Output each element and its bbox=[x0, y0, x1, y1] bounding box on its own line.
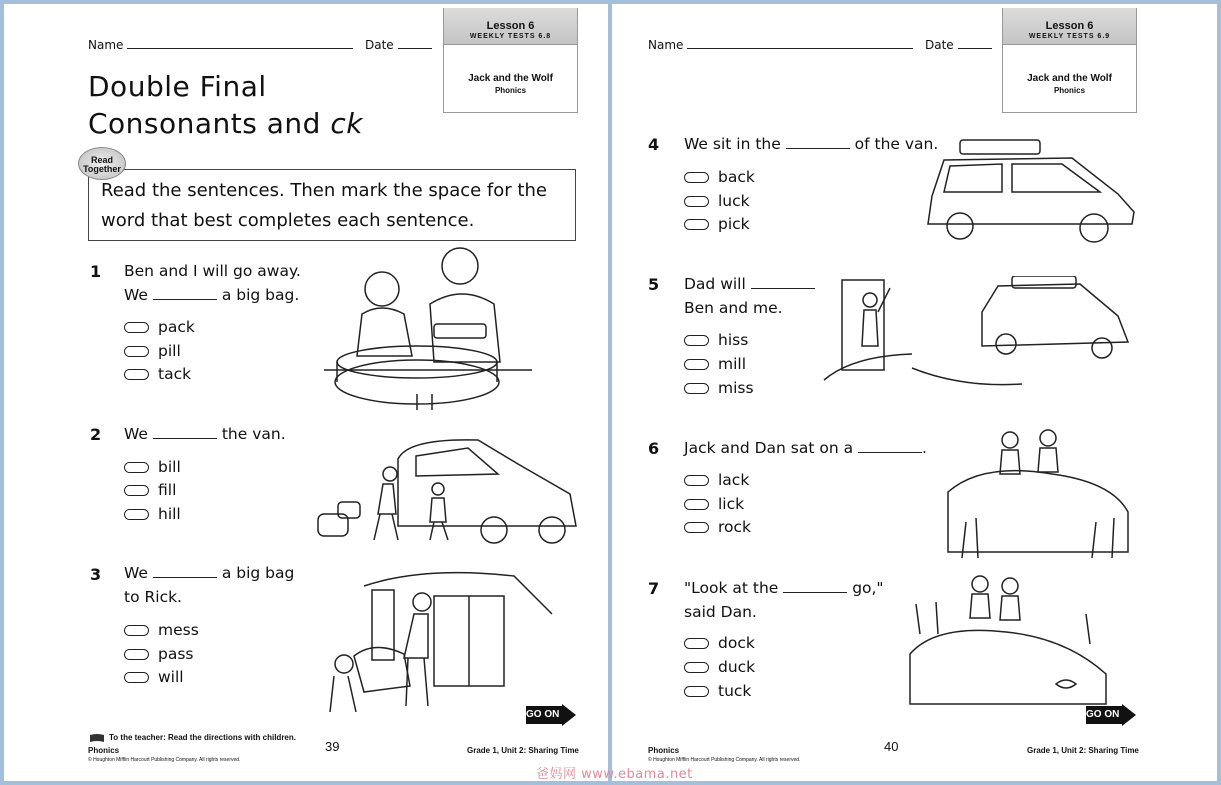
date-blank bbox=[398, 36, 432, 49]
lesson-box bbox=[443, 8, 578, 113]
copyright: © Houghton Mifflin Harcourt Publishing Company. All rights reserved. bbox=[648, 757, 801, 763]
option-label: pill bbox=[158, 342, 181, 360]
question-line: a big bag bbox=[221, 564, 295, 582]
question-line: go," bbox=[852, 579, 884, 597]
van-with-luggage-illustration bbox=[922, 136, 1137, 244]
answer-blank bbox=[153, 287, 217, 300]
name-field bbox=[648, 36, 913, 52]
name-label: Name bbox=[88, 38, 124, 52]
footer-subject: Phonics bbox=[88, 746, 120, 755]
option-label: dock bbox=[718, 634, 755, 652]
option-label: duck bbox=[718, 658, 756, 676]
title-line1: Double Final bbox=[88, 70, 267, 103]
passing-bag-illustration bbox=[324, 566, 554, 716]
question-text bbox=[124, 422, 286, 446]
question-number: 7 bbox=[648, 579, 660, 598]
answer-blank bbox=[153, 565, 217, 578]
question-number: 4 bbox=[648, 135, 660, 154]
question-line: to Rick. bbox=[124, 588, 182, 606]
answer-bubble[interactable] bbox=[124, 485, 149, 496]
answer-bubble[interactable] bbox=[684, 383, 709, 394]
option-luck[interactable] bbox=[684, 191, 750, 211]
duck-pond-illustration bbox=[906, 574, 1112, 709]
answer-bubble[interactable] bbox=[684, 172, 709, 183]
title-line2: Consonants and bbox=[88, 107, 331, 140]
answer-bubble[interactable] bbox=[124, 346, 149, 357]
footer-unit: Grade 1, Unit 2: Sharing Time bbox=[1027, 746, 1139, 755]
question-line: a big bag. bbox=[221, 286, 300, 304]
footer-unit: Grade 1, Unit 2: Sharing Time bbox=[467, 746, 579, 755]
teacher-note: To the teacher: Read the directions with children. bbox=[109, 733, 296, 742]
answer-bubble[interactable] bbox=[684, 662, 709, 673]
option-back[interactable] bbox=[684, 167, 755, 187]
instructions-text: Read the sentences. Then mark the space for the word that best completes each sentence. bbox=[101, 180, 547, 231]
van-loading-illustration bbox=[308, 434, 580, 552]
name-label: Name bbox=[648, 38, 684, 52]
option-label: fill bbox=[158, 481, 177, 499]
option-label: hiss bbox=[718, 331, 749, 349]
question-line: We bbox=[124, 425, 148, 443]
answer-bubble[interactable] bbox=[684, 335, 709, 346]
option-label: mill bbox=[718, 355, 747, 373]
option-label: lick bbox=[718, 495, 745, 513]
skill-label: Phonics bbox=[1053, 86, 1086, 95]
page-title bbox=[88, 68, 363, 142]
story-title: Jack and the Wolf bbox=[468, 73, 553, 84]
option-label: luck bbox=[718, 192, 750, 210]
option-tuck[interactable] bbox=[684, 681, 751, 701]
option-label: pick bbox=[718, 215, 750, 233]
lesson-box bbox=[1002, 8, 1137, 113]
date-label: Date bbox=[925, 38, 954, 52]
question-line: Ben and me. bbox=[684, 299, 783, 317]
dad-waving-illustration bbox=[822, 276, 1138, 388]
question-text bbox=[684, 576, 884, 624]
title-italic: ck bbox=[330, 107, 363, 140]
badge-line1: Read bbox=[90, 155, 113, 165]
question-line: We sit in the bbox=[684, 135, 781, 153]
question-number: 5 bbox=[648, 275, 660, 294]
option-label: pack bbox=[158, 318, 195, 336]
answer-bubble[interactable] bbox=[124, 322, 149, 333]
question-line: "Look at the bbox=[684, 579, 779, 597]
page-number: 40 bbox=[884, 739, 899, 754]
date-field bbox=[365, 36, 432, 52]
option-label: mess bbox=[158, 621, 199, 639]
option-pick[interactable] bbox=[684, 214, 750, 234]
name-field bbox=[88, 36, 353, 52]
option-label: tack bbox=[158, 365, 192, 383]
answer-bubble[interactable] bbox=[124, 649, 149, 660]
question-line: said Dan. bbox=[684, 603, 757, 621]
worksheet-page-40 bbox=[612, 4, 1217, 781]
question-line: the van. bbox=[221, 425, 286, 443]
option-rock[interactable] bbox=[684, 517, 751, 537]
option-will[interactable] bbox=[124, 667, 184, 687]
option-dock[interactable] bbox=[684, 633, 755, 653]
question-text bbox=[684, 132, 938, 156]
lesson-header bbox=[444, 8, 577, 45]
question-number: 3 bbox=[90, 565, 102, 584]
answer-blank bbox=[783, 580, 847, 593]
question-line: . bbox=[922, 439, 927, 457]
option-miss[interactable] bbox=[684, 378, 754, 398]
answer-bubble[interactable] bbox=[684, 522, 709, 533]
option-duck[interactable] bbox=[684, 657, 755, 677]
option-hiss[interactable] bbox=[684, 330, 748, 350]
answer-bubble[interactable] bbox=[684, 219, 709, 230]
answer-bubble[interactable] bbox=[124, 369, 149, 380]
date-label: Date bbox=[365, 38, 394, 52]
copyright: © Houghton Mifflin Harcourt Publishing Company. All rights reserved. bbox=[88, 757, 241, 763]
question-line: We bbox=[124, 564, 148, 582]
question-text bbox=[684, 272, 815, 320]
page-number: 39 bbox=[325, 739, 340, 754]
watermark: 爸妈网 www.ebama.net bbox=[536, 767, 693, 782]
go-on-label: GO ON bbox=[1086, 709, 1120, 720]
lesson-header bbox=[1003, 8, 1136, 45]
option-mess[interactable] bbox=[124, 620, 199, 640]
answer-bubble[interactable] bbox=[684, 359, 709, 370]
answer-bubble[interactable] bbox=[124, 509, 149, 520]
lesson-title: Lesson 6 bbox=[486, 20, 535, 32]
date-field bbox=[925, 36, 992, 52]
option-label: lack bbox=[718, 471, 750, 489]
answer-blank bbox=[858, 440, 922, 453]
skill-label: Phonics bbox=[494, 86, 527, 95]
option-pack[interactable] bbox=[124, 317, 195, 337]
option-label: bill bbox=[158, 458, 181, 476]
story-title: Jack and the Wolf bbox=[1027, 73, 1112, 84]
instructions-box bbox=[88, 169, 576, 241]
footer-subject: Phonics bbox=[648, 746, 680, 755]
question-line: Dad will bbox=[684, 275, 746, 293]
lesson-title: Lesson 6 bbox=[1045, 20, 1094, 32]
name-blank bbox=[127, 36, 353, 49]
question-line: We bbox=[124, 286, 148, 304]
option-label: rock bbox=[718, 518, 752, 536]
read-together-badge bbox=[78, 147, 126, 180]
answer-blank bbox=[751, 276, 815, 289]
option-lick[interactable] bbox=[684, 494, 744, 514]
option-tack[interactable] bbox=[124, 364, 191, 384]
worksheet-page-39 bbox=[4, 4, 608, 781]
badge-line2: Together bbox=[83, 164, 121, 174]
answer-bubble[interactable] bbox=[684, 499, 709, 510]
lesson-subtitle: WEEKLY TESTS 6.9 bbox=[1028, 33, 1111, 40]
answer-bubble[interactable] bbox=[124, 672, 149, 683]
question-number: 1 bbox=[90, 262, 102, 281]
option-hill[interactable] bbox=[124, 504, 181, 524]
question-line: Jack and Dan sat on a bbox=[684, 439, 854, 457]
option-mill[interactable] bbox=[684, 354, 746, 374]
question-line: Ben and I will go away. bbox=[124, 262, 301, 280]
option-label: tuck bbox=[718, 682, 752, 700]
date-blank bbox=[958, 36, 992, 49]
question-line: of the van. bbox=[854, 135, 939, 153]
answer-bubble[interactable] bbox=[684, 686, 709, 697]
answer-blank bbox=[786, 136, 850, 149]
question-text bbox=[124, 561, 294, 609]
option-label: back bbox=[718, 168, 755, 186]
question-text bbox=[124, 259, 301, 307]
option-lack[interactable] bbox=[684, 470, 749, 490]
packing-bag-illustration bbox=[322, 244, 534, 414]
go-on-label: GO ON bbox=[526, 709, 560, 720]
option-label: hill bbox=[158, 505, 181, 523]
answer-bubble[interactable] bbox=[684, 638, 709, 649]
option-pill[interactable] bbox=[124, 341, 181, 361]
lesson-subtitle: WEEKLY TESTS 6.8 bbox=[469, 33, 552, 40]
answer-blank bbox=[153, 426, 217, 439]
answer-bubble[interactable] bbox=[684, 196, 709, 207]
question-number: 2 bbox=[90, 425, 102, 444]
answer-bubble[interactable] bbox=[124, 625, 149, 636]
option-label: pass bbox=[158, 645, 194, 663]
answer-bubble[interactable] bbox=[124, 462, 149, 473]
name-blank bbox=[687, 36, 913, 49]
kids-on-rock-illustration bbox=[942, 422, 1137, 560]
option-fill[interactable] bbox=[124, 480, 176, 500]
option-bill[interactable] bbox=[124, 457, 181, 477]
question-text bbox=[684, 436, 927, 460]
option-label: will bbox=[158, 668, 184, 686]
answer-bubble[interactable] bbox=[684, 475, 709, 486]
teacher-book-icon bbox=[89, 733, 105, 743]
option-label: miss bbox=[718, 379, 754, 397]
question-number: 6 bbox=[648, 439, 660, 458]
option-pass[interactable] bbox=[124, 644, 194, 664]
